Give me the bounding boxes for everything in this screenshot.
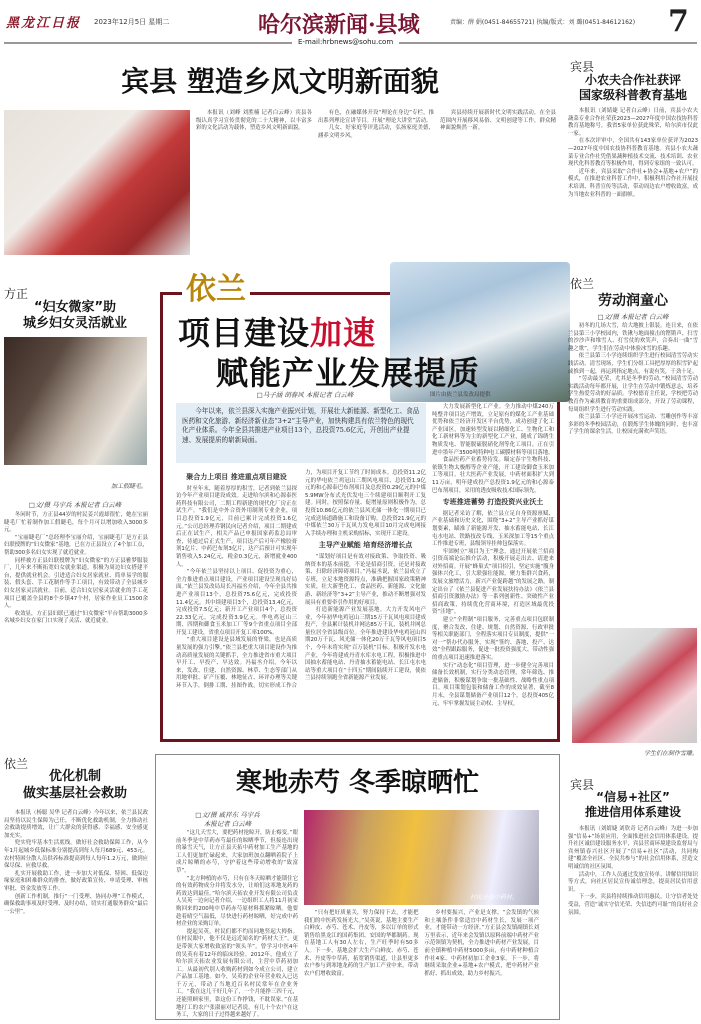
headline-line: 小农夫合作社获评 — [584, 73, 681, 87]
feature-lead: 今年以来，依兰县深入实施产业振兴计划，开展壮大新能源、新型化工、食品医药和文化旅游、新经济新业态“3+2”主导产业，加快构建具有依兰特色的现代化产业体系。今年全县共推进产业项目13个，总投资75.6亿元，开创出产业提速、发展提质的崭新局面。 — [176, 403, 426, 463]
page-number: 7 — [668, 4, 689, 39]
fangzheng-photo-caption: 加工假睫毛。 — [110, 483, 147, 490]
coop-body — [568, 108, 698, 263]
paragraph: “今年依兰县坚持以上项目、促投资为重心，全力推进重点项目建设，产业项目建设呈现良好局面。”依兰县发改局局长冯福丞介绍，今年全县共推进产业项目13个，总投资75.6亿元，完成投资11.4亿元。其中续建项目3个，总投资13.4亿元，完成投资7.5亿元；新开工产业项目4个，总投资22.33亿元，完成投资3.9亿元。华电鸡冠山三期、四期和御食玉米加工厂等9个省重点项目全部开复工建设，省重点项目开复工率100%。 — [176, 569, 297, 636]
paragraph: 近年来，宾县采取“合作社+协会+基地+农户”的模式，在推进农业科普工作中，积极利用合作社开展技术培训、科普宣传等活动，带动周边农户增收致富，成为当地农业科普的一面旗帜。 — [568, 168, 698, 198]
paragraph: 冬闲时节，方正县44岁的村民姜兴霞却很忙，她在宝丽睫毛厂忙着制作加工假睫毛，每个月可以增加收入3000多元。 — [4, 512, 148, 534]
paragraph: 初冬的几场大雪，给大地披上银装。连日来，在依兰县第三小学校园内，铁锹与地面撞击的铿锵声、扫雪的沙沙声和堆雪人、打雪仗的欢笑声，合奏出一曲“雪趣之歌”，学生们在劳动中体验冰雪的乐趣。 — [568, 323, 698, 352]
top-story-body — [196, 110, 556, 258]
top-story-photo — [4, 110, 190, 255]
paragraph: 时至年末，随着厚厚的积雪，记者到依兰县探访今年产业项目建设成效。走进哈尔滨和心源泰医药科技有限公司，二期工程新建的现代化厂房正在试生产。“我们是中外合资外用制剂专业企业，项目总投资1.9亿元，目前已累计完成投资1.6亿元。”公司总经理乔钢民向记者介绍，项目二期建成后正在试生产，相关产品已申报国家药监总局审查，待通过后正式生产。项目达产后可年产橡胶膏剂1亿片、中药巴布剂3亿片，达产后预计可实现年销售收入5.24亿元，税金0.3亿元，新增就业400人。 — [176, 485, 297, 568]
issue-date: 2023年12月5日 星期二 — [94, 18, 170, 26]
herbs-body-right — [304, 910, 539, 1015]
paragraph: “重大项目建设是县域发展的脊梁，也是高质量发展的强力引擎。”依兰县把重大项目建设作为推动高质量发展的关键抓手，全力推进省市重大项目早开工、早投产、早达效。冯福丞介绍，今年以来，发改、住建、自然资源、林草、生态等部门从用地审批、矿产压覆、林地征占、环评办理等关键环节入手，倒排工期、挂图作战，切实形成工作合力，为项目开复工节约了时间成本。总投资11.2亿元的华电依兰鸡冠山三期风电项目、总投资1.9亿元的和心源泰巴布剂项目及总投资0.29亿元的中煤5.9MW分布式光伏发电三个续建项目顺利开工复建。同时，按照保存量、促增量原则积极作为，总投资10.86亿元的依兰县风光储一体化一期项目已完成送场道路施工和设备订购。总投资21.9亿元的中煤依兰30万千瓦风力发电项目10月完成电网接入手续办理和主机采购招标，实现开工建设。 — [176, 470, 426, 690]
paragraph: 乡村要振兴，产业是支撑。“会发镇的气候和土壤条件非常适宜中药材生长，发展一项产业，才能带动一方经济。”方正县会发镇副镇长刘万里表示，近年来会发镇以原料前端中药材产业示范领镇为契机，全力推进中药材产业发展，目前全镇种植中药材5000多亩，有中药材种植合作社4家、中药材初加工企业3家。下一步，将继续采取企业+基地+农户模式，把中药材产业抓好、抓出成效，助力乡村振兴。 — [424, 910, 539, 977]
paragraph: 在本次评审中，全国共有143家单位获评为2023—2027年度中国农技协科普教育基地。宾县小农夫蔬菜专业合作社凭借果蔬种植技术交流、技术培训、农业现代化科普教育等积极作用，得到专家组的一致认可。 — [568, 138, 698, 168]
paragraph: 几女、好家庭等评选活动，弘扬家庭美德，涵养文明乡风。 — [318, 125, 434, 139]
paragraph: 食品医药产业蓄势待发。瞄定春宇生物科技、依镇生物太极醇等企业产能，开工建设御食玉米加工等项目。壮大医药产业发展，中药材面积扩大到11万亩，明年建成投产总投资1.9亿元的和心源泰巴布剂项目，采用的透皮吸收技术国际领先。 — [432, 457, 554, 494]
feature-byline: □马子涵 胡春风 本报记者 白云峰 — [256, 391, 354, 399]
herbs-headline: 寒地赤芍 冬季晾晒忙 — [235, 768, 480, 798]
paragraph: “只有把好质量关，努力保持下去，才能把我们的中医药发扬光大。”吴英说，基地主要生产白鲜皮、赤芍、苍术、丹皮等，多以订单的形式销售给黑龙江的国药集团、安国的华都制药。现在基地工人有30人左右，生产旺季时有50多人。下一步，基地会扩大生产白鲜皮、赤芍、苍术、丹皮等中草药，拓宽销售渠道，让县里更多农户参与到寒地龙药的生产加工产业中来，带动农户们增收致富。 — [304, 910, 419, 977]
paragraph: 大力发展新型化工产业。全力推动中煤240万吨整井项目达产增效，立足原有的煤化工产业基础优势和依兰经济开发区平台优势，成功创建了化工产业园区，加速转型发展以精细化工、生物化工和化工新材料等为主的新型化工产业，随成了锦绣生物质发电、智能脱硫脱硝化剂等化工项目，正在引进中墨年产3500吨特种电工碳膜材料等项目落地。 — [432, 404, 554, 456]
herbs-photo-caption: 村民分选中药材。 — [470, 894, 519, 901]
herbs-byline — [160, 810, 295, 828]
paragraph: 据记者采访了解，依兰县立足自身资源禀赋、产业基础和历史文化，围绕“3+2”主导产业抓好谋划要素，瞄准了新能源开发、抽水蓄能电站、长江屯水电站、铁路技改专线、玉米深加工等15个重点工作推进专班，县级领导挂帅包保落实。 — [432, 510, 554, 548]
paragraph: “劳动最光荣，尤其是冬季的劳动。”校园清雪劳动实践活动每年都开展，让学生在劳动中锻炼意志，培养学生热爱劳动的好品质。学校德育主任说，学校把劳动教育作为素质教育的重要组成部分，开设了劳动课程，每周组织学生进行劳动实践。 — [568, 376, 698, 413]
credit-headline — [565, 790, 701, 820]
newspaper-logo: 黑龙江日报 — [6, 16, 82, 31]
paragraph: 同样被方正县妇联授牌为“妇女微家”的方正县雅梦服装厂，几年来不断拓宽妇女就业渠道，积极为周边妇女搭建平台，提供就业机会。引进适合妇女居家就业、简单易学的服装、假头套、手工花制作等手工项目，有效带动了全县城乡妇女居家灵活就业。目前，适合妇女居家灵活就业的手工花项目已覆盖全县的8个乡镇47个村，居家作业员工1500余人。 — [4, 557, 148, 610]
labor-dateline: 依兰 — [570, 277, 595, 291]
headline-line: 城乡妇女灵活就业 — [22, 316, 127, 331]
paragraph: “北方种植的赤芍，只有在冬天晾晒才能锁住它的有效药物成分并将发水分，让咱们这寒地龙药的药效达到最佳。”哈尔滨天拓农业开发有限公司负责人吴英一边向记者介绍，一边组织工人将11月初采购回来的200吨中草药赤芍原材料抓紧晾晒。他要趁着晴空气温低，尽快进行药材晾晒，好完成中药材企业的采购订单。 — [176, 875, 298, 928]
paragraph: 兜实兜牢基本生活底线。做好社会救助保障工作，从今年1月起城乡低保标准分别提高到每人每月689元、453元。农村特困分散人员供养标准提高到每人每年1.2万元，做到应保尽保、应救尽救。 — [4, 840, 148, 870]
herbs-photo — [304, 810, 539, 905]
yilan-aid-body — [4, 810, 148, 1020]
yilan-aid-dateline: 依兰 — [4, 757, 29, 771]
coop-headline — [565, 73, 701, 103]
top-story-headline: 宾县 塑造乡风文明新面貌 — [121, 65, 439, 98]
paragraph: 活动中，工作人员通过发放宣传单、讲解信用知识等方式，向社区居民宣传诚信理念，提高居民信用意识。 — [568, 871, 698, 893]
credit-body — [568, 826, 698, 1020]
feature-body-left — [176, 470, 426, 735]
paragraph: 依兰县第三小学还开展冰雪运动、雪雕创作等丰富多彩的冬季校园活动，在锻炼学生体魄的同时，也丰富了学生的课余生活，让校园充满欢声笑语。 — [568, 414, 698, 436]
headline-line: 做实基层社会救助 — [22, 786, 127, 801]
paragraph: 建立“全程制”项目服务，完善重点项目包联制度，聚合发改、住建、规划、自然资源、行政审批等相关职能部门，全程落实项目专员制度，提供“一对一”帮办代办服务，实现“签约、落地、投产、达效”全程跟踪服务，促进一批投资强度大、带动性强的重点项目迅速推进落实。 — [432, 617, 554, 661]
headline-line: 推进信用体系建设 — [584, 805, 681, 819]
paragraph: “谋划好项目是有效对接政策、争取投资、吸纳资本的基本前提，不论是招商引资，还是对接政策、扫除经济障碍项目。”冯福丞说，依兰县成立了专班，立足本地资源特点，准确把握国家政策精神实质，壮大新型化工、食品医药、新能源、文化旅游、新经济等“3+2”主导产业，推动不断增强对发展具有重要牵引作用的好项目。 — [305, 553, 426, 606]
coop-dateline: 宾县 — [570, 60, 595, 74]
credit-dateline: 宾县 — [570, 778, 595, 792]
feature-body-right — [432, 404, 554, 735]
fangzheng-byline: □文/摄 马宇兵 本报记者 白云峰 — [28, 501, 122, 509]
headline-highlight: 加速 — [310, 314, 377, 352]
paragraph: 本报讯（刘婧婕 刘欣奇 记者白云峰）为进一步加强“信易+”场景应用，全面推进社会信用体系建设，提升社区诚信建设服务水平，宾县营商环境建设监督局与宾州镇春兴社区开展了“信易+社区”活动，共同构建“覆盖全社区、全民共参与”的社会信用体系，营造文明诚信的社区氛围。 — [568, 826, 698, 870]
section-title: 哈尔滨新闻·县域 — [258, 12, 420, 38]
headline-text: 项目建设 — [178, 314, 311, 352]
paragraph: 牢固树立“项目为王”理念，通过开展依兰招商引资高端论坛推介活动，积极开展走出去、请进来对外招商。开展“蜂巢式”项目招引，坚定实施“腹身强体兴化工，引大联强壮能源，聚力集群兴食药，发展文旅增活力，新兴产业促跨越”的发展之路，制定出台了《依兰县促进产业发展扶持办法》《依兰县招商引资激励办法》等一系列创新性、突破性产业招商政策，持续优化营商环境，打造区域最优投资“洼地”。 — [432, 548, 554, 616]
headline-line: 国家级科普教育基地 — [578, 88, 687, 102]
byline-line: □文/摄 戚祥东 马宇兵 — [195, 811, 260, 819]
yilan-aid-headline — [0, 768, 150, 802]
fangzheng-headline — [0, 300, 150, 332]
labor-body — [568, 323, 698, 623]
paragraph: 实行“动态化”项目管理，进一步健全完善项目储备长效机制，实行分类动态管理，常年筛选、推进储备，积极谋划争取一批基础性、战略性重点项目。项目策划包装和储备工作的成效显著，截至8月末，全县谋划储备产业项目12个，总投资405亿元，牢牢掌握发展主动权、主导权。 — [432, 662, 554, 707]
fangzheng-dateline: 方正 — [4, 287, 29, 301]
herbs-body-left — [176, 830, 298, 1019]
headline-line: 优化机制 — [48, 769, 101, 784]
fangzheng-body — [4, 512, 148, 727]
email-address: E-mail:hrbnews@sohu.com — [292, 38, 399, 46]
labor-byline: □文/摄 本报记者 白云峰 — [597, 313, 669, 321]
paragraph: 宾县持续开展新时代文明实践活动，在全县范围内开展移风易俗、文明创建等工作，群众精神面貌焕然一新。 — [440, 110, 556, 132]
editor-credits: 责编：薛 娟(0451-84655721) 执编/版式：刘 璐(0451-84612162) — [450, 19, 636, 26]
fangzheng-photo — [4, 337, 147, 465]
feature-photo-caption: 图片由依兰县发改局提供 — [430, 392, 491, 398]
labor-photo-caption: 学生们在制作雪雕。 — [643, 750, 698, 757]
paragraph: 扎实开展救助工作，进一步加大对低保、特困、低保边缘家庭和困难群众的排查，做好政策宣传、申请受理、审核审批、资金发放等工作。 — [4, 870, 148, 892]
headline-line: “妇女微家”助 — [33, 300, 117, 315]
paragraph: 提起吴英，村民们都不约而同地竖起大拇指。在村民眼中，他不仅是远近闻名的“药材大王”，更是带领大家增收致富的“领头羊”。曾学习中医4年的吴英有着12年的临床经验。2012年，他成立了哈尔滨天拓农业发展有限公司，主营中草药初加工。从最初代别人收购药材到如今成立公司，建立产品加工基地。如今，吴英的企业年营业收入已达千万元，带动了当地近百名村民常年在企业务工。“我在这儿干好几年了，一个月能挣三四千元，还能照顾家里，靠这份工作挣钱，不耽误家。”在基地打工的农户张淑丽对记者说，有几十个农户在这务工，大家的日子过得越来越好了。 — [176, 928, 298, 1019]
paragraph: “宝丽睫毛厂”总经理李宝丽介绍，宝丽睫毛厂是方正县妇联授牌的“妇女微家”基地，已在方正县设立了4个加工点，帮助300多名妇女实现了就近就业。 — [4, 534, 148, 556]
paragraph: 下一步，宾县将持续推动信用惠民，让守信者处处受益，营造“诚实守信光荣、失信违约可耻”的良好社会氛围。 — [568, 894, 698, 916]
paragraph: 本报讯（杨聪 吴华 记者白云峰）今年以来，依兰县民政局坚持以民生保障为己任，不断优化救助机制，全力推动社会救助提质增效，让广大群众的获得感、幸福感、安全感更加充实。 — [4, 810, 148, 839]
labor-headline: 劳动润童心 — [598, 293, 668, 309]
paragraph: 依兰县第三小学连续组织学生进行校园清雪劳动实践活动。清雪现场，学生们分组工具把厚厚的积雪铲起或推到一起，再运到指定地点，有说有笑，干劲十足。 — [568, 353, 698, 375]
labor-photo — [572, 628, 697, 743]
paragraph: 本报讯（刘婧婕 记者白云峰）日前，宾县小农夫蔬菜专业合作社荣获2023—2027年度中国农技协科普教育基地称号，我省5家单位获此殊荣，哈尔滨市仅此一家。 — [568, 108, 698, 137]
byline-line: 本报记者 白云峰 — [203, 820, 252, 828]
paragraph: 本报讯（刘峰 刘胜楠 记者白云峰）宾县各级认真学习宣传贯彻党的二十大精神，以丰富多彩的文化活动为载体，塑造乡风文明新面貌。 — [196, 110, 312, 132]
section-subhead: 聚合力上项目 推进重点项目建设 — [186, 473, 287, 481]
paragraph: “这几天雪大，要把药材抢晾开，防止霉变。”眼前冬季是中草药赤芍最佳的晾晒季节，但接连出现的暴雪天气，让方正县天拓中药材加工生产基地的工人们更加忙碌起来，大家加班加点翻晒着院子上成片晾晒的赤芍，守护着这些带动增收的“致富草”。 — [176, 830, 298, 874]
paragraph: 打造新能源产业发展基地。大力开发风电产业，今年初华电鸡冠山三期15万千瓦风电项目建成投产，全县累计装机并网达85万千瓦，装机并网总量位居全省县级首位。全年推进建设华电鸡冠山四期20万千瓦、风光储一体化20万千瓦等风电项目5个，今年末将实现“百万装机”目标。积极开发水电产业，今年将建成丹青水库水电工程，积极推进中国抽水蓄能电站、丹青抽水蓄能电站、长江屯水电站等重大项目在“十四五”期间陆续开工建设，使依兰县持续领跑全省新能源产业发展。 — [305, 607, 426, 682]
feature-headline-line2: 赋能产业发展提质 — [216, 354, 481, 392]
headline-line: “信易+社区” — [596, 790, 670, 804]
paragraph: 收效显，方正县妇联已通过“妇女微家”平台帮助3000多名城乡妇女在家门口实现了灵活、就近就业。 — [4, 610, 148, 625]
feature-place: 依兰 — [182, 264, 250, 308]
paragraph: 有色，在融媒体开设“理论在身边”专栏，推出系列理论宣讲节目。开展“理论大讲堂”活动。 — [318, 110, 434, 124]
section-subhead: 主导产业赋能 培育经济增长点 — [318, 541, 413, 550]
section-subhead: 专班推进蓄势 打造投资兴业沃土 — [442, 498, 544, 507]
paragraph: 创新工作机制，推行“一门受理、协同办理”工作模式，确保救助事项及时受理、及时办结，切实打通服务群众“最后一公里”。 — [4, 893, 148, 915]
